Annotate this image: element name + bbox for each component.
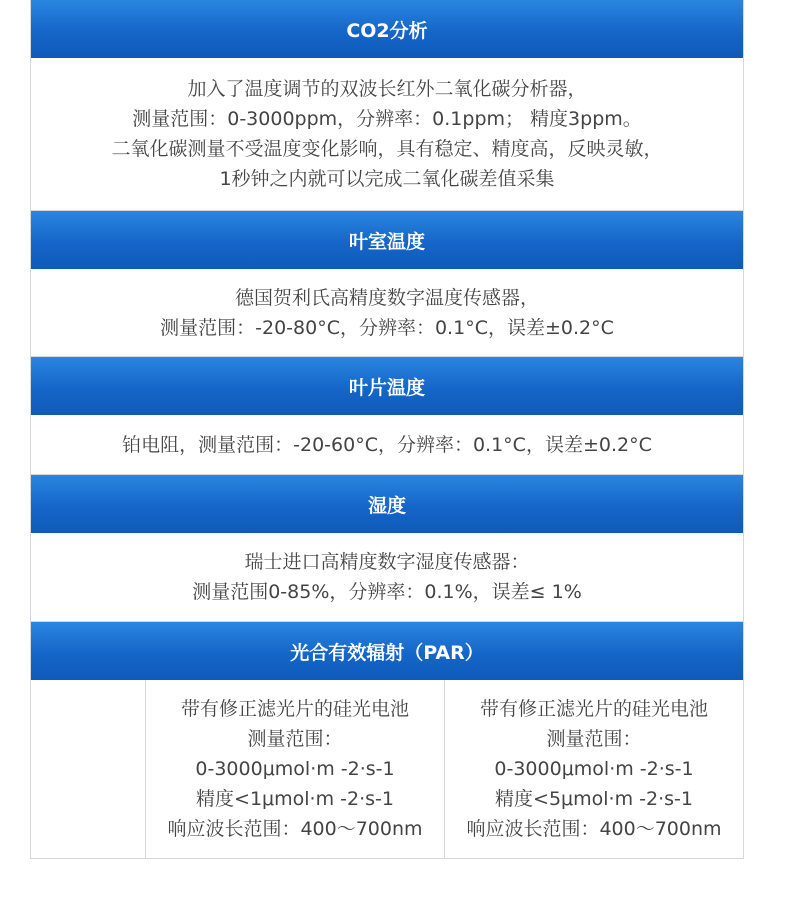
- section-title: 叶室温度: [348, 230, 425, 253]
- section-title: 光合有效辐射（PAR）: [290, 641, 484, 664]
- spec-line: 1秒钟之内就可以完成二氧化碳差值采集: [219, 168, 555, 190]
- par-cell-2: [445, 680, 743, 858]
- section-body-co2: [31, 58, 743, 211]
- spec-line: 响应波长范围：400～700nm: [167, 818, 423, 840]
- section-header-co2: [31, 0, 743, 58]
- section-body-leaf-temp: [31, 415, 743, 475]
- section-title: 湿度: [367, 494, 406, 517]
- par-cell-1: [146, 680, 445, 858]
- spec-line: 0-3000μmol·m -2·s-1: [195, 758, 395, 780]
- spec-line: 带有修正滤光片的硅光电池: [479, 698, 708, 720]
- spec-line: 测量范围0-85%，分辨率：0.1%，误差≤ 1%: [192, 581, 582, 603]
- section-title: CO2分析: [346, 19, 428, 42]
- section-header-par: [31, 622, 743, 680]
- par-table-row: [31, 680, 743, 859]
- spec-line: 瑞士进口高精度数字湿度传感器：: [244, 551, 530, 573]
- par-empty-cell: [31, 680, 146, 858]
- spec-line: 0-3000μmol·m -2·s-1: [494, 758, 694, 780]
- section-header-leaf-temp: [31, 357, 743, 415]
- section-body-humidity: [31, 533, 743, 622]
- spec-table: [30, 0, 744, 859]
- spec-line: 二氧化碳测量不受温度变化影响，具有稳定、精度高，反映灵敏，: [111, 138, 663, 160]
- spec-line: 测量范围：: [247, 728, 343, 750]
- spec-line: 响应波长范围：400～700nm: [466, 818, 722, 840]
- spec-line: 测量范围：0-3000ppm，分辨率：0.1ppm； 精度3ppm。: [132, 108, 642, 130]
- section-header-chamber-temp: [31, 211, 743, 269]
- spec-line: 德国贺利氏高精度数字温度传感器，: [234, 286, 539, 309]
- section-title: 叶片温度: [348, 376, 425, 399]
- spec-line: 铂电阻，测量范围：-20-60°C，分辨率：0.1°C，误差±0.2°C: [122, 433, 652, 456]
- spec-line: 加入了温度调节的双波长红外二氧化碳分析器，: [187, 78, 587, 100]
- spec-line: 带有修正滤光片的硅光电池: [180, 698, 409, 720]
- section-header-humidity: [31, 475, 743, 533]
- spec-line: 测量范围：: [546, 728, 642, 750]
- spec-line: 测量范围：-20-80°C，分辨率：0.1°C，误差±0.2°C: [160, 316, 614, 339]
- spec-line: 精度<1μmol·m -2·s-1: [196, 788, 394, 810]
- spec-line: 精度<5μmol·m -2·s-1: [495, 788, 693, 810]
- section-body-chamber-temp: [31, 269, 743, 357]
